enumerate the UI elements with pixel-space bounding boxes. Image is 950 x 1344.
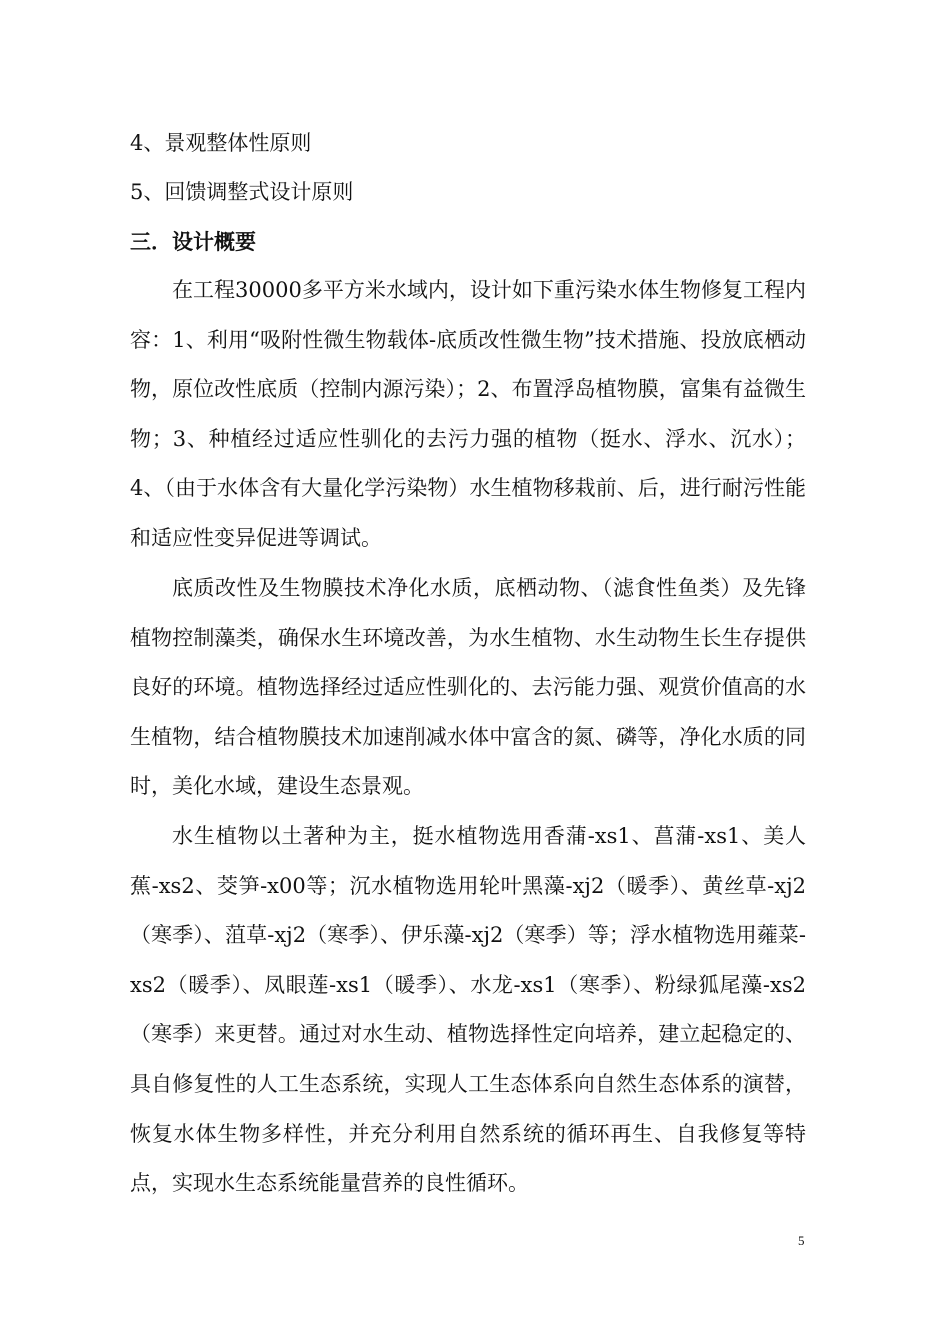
- paragraph-aquatic-plants: 水生植物以土著种为主，挺水植物选用香蒲-xs1、菖蒲-xs1、美人蕉-xs2、茭笋-x00等；沉水植物选用轮叶黑藻-xj2（暖季）、黄丝草-xj2（寒季）、菹草-xj2（寒季）、伊乐藻-xj2（寒季）等；浮水植物选用蕹菜-xs2（暖季）、凤眼莲-xs1（暖季）、水龙-xs1（寒季）、粉绿狐尾藻-xs2（寒季）来更替。通过对水生动、植物选择性定向培养，建立起稳定的、具自修复性的人工生态系统，实现人工生态体系向自然生态体系的演替，恢复水体生物多样性，并充分利用自然系统的循环再生、自我修复等特点，实现水生态系统能量营养的良性循环。: [130, 824, 806, 1196]
- list-item-principle-4: 4、景观整体性原则: [130, 131, 312, 155]
- list-item-principle-5: 5、回馈调整式设计原则: [130, 180, 354, 204]
- page-number: 5: [798, 1233, 805, 1248]
- section-heading: 三．设计概要: [130, 230, 256, 254]
- paragraph-project-content: 在工程30000多平方米水域内，设计如下重污染水体生物修复工程内容：1、利用“吸附性微生物载体-底质改性微生物”技术措施、投放底栖动物，原位改性底质（控制内源污染）；2、布置浮岛植物膜，富集有益微生物；3、种植经过适应性驯化的去污力强的植物（挺水、浮水、沉水）；4、（由于水体含有大量化学污染物）水生植物移栽前、后，进行耐污性能和适应性变异促进等调试。: [130, 278, 806, 550]
- paragraph-purification: 底质改性及生物膜技术净化水质，底栖动物、（滤食性鱼类）及先锋植物控制藻类，确保水生环境改善，为水生植物、水生动物生长生存提供良好的环境。植物选择经过适应性驯化的、去污能力强、观赏价值高的水生植物，结合植物膜技术加速削减水体中富含的氮、磷等，净化水质的同时，美化水域，建设生态景观。: [130, 576, 806, 799]
